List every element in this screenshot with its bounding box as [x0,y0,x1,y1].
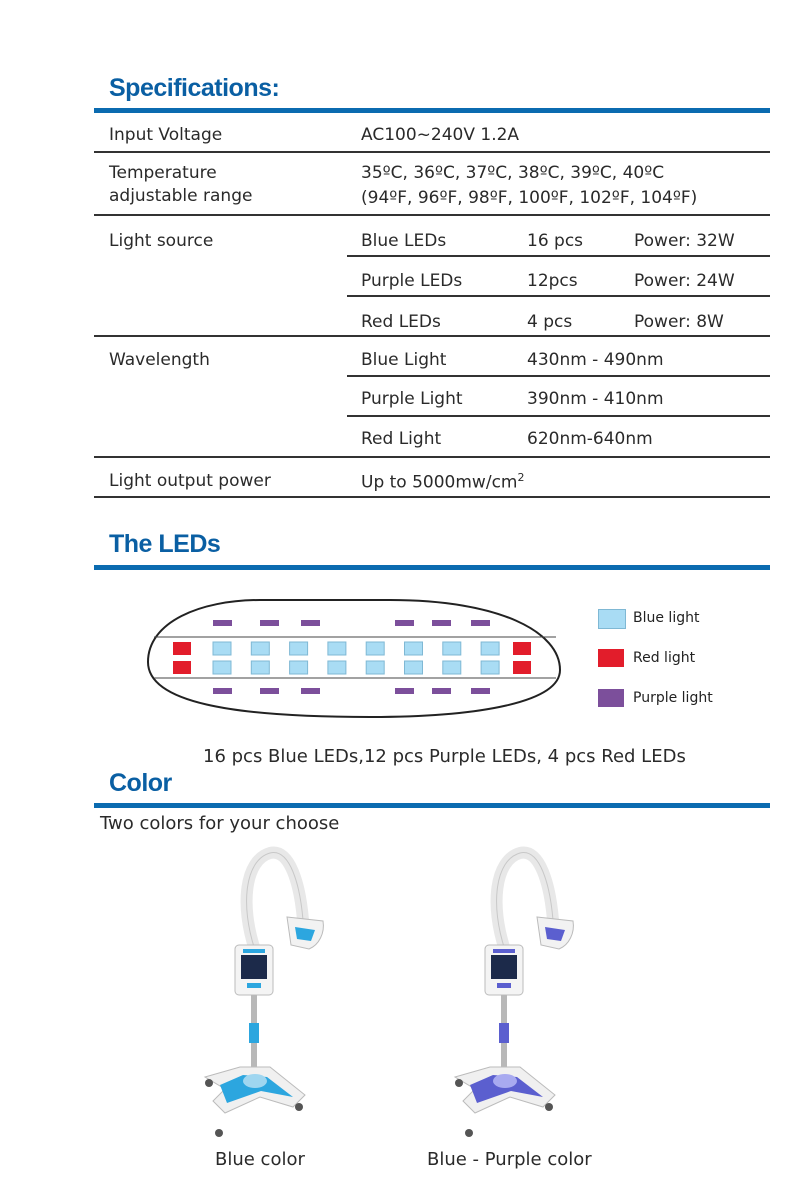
subrow-divider [347,255,770,257]
red-led [513,642,531,655]
purple-led [471,688,490,694]
blue-led [481,642,499,655]
output-power-superscript: 2 [517,471,525,484]
purple-led [260,688,279,694]
blue-led [328,661,346,674]
light-source-label: Light source [109,231,214,251]
blue-color-caption: Blue color [215,1149,305,1170]
subrow-divider [347,415,770,417]
purple-led [471,620,490,626]
red-leds-qty: 4 pcs [527,312,573,332]
leds-heading-bar [94,565,770,570]
purple-led [213,620,232,626]
row-divider [94,151,770,153]
blue-led [443,661,461,674]
purple-led [213,688,232,694]
output-power-number: Up to 5000mw/cm [361,472,518,493]
subrow-divider [347,375,770,377]
purple-leds-power: Power: 24W [634,271,735,291]
blue-led [405,661,423,674]
purple-led [432,688,451,694]
legend-red-swatch [598,649,624,667]
blue-purple-color-caption: Blue - Purple color [427,1149,592,1170]
purple-led [395,620,414,626]
red-led [513,661,531,674]
wavelength-label: Wavelength [109,350,210,370]
blue-led [251,642,269,655]
blue-led [213,661,231,674]
output-power-value [361,471,524,493]
legend-red-label: Red light [633,650,696,666]
output-power-label: Light output power [109,471,271,491]
temperature-celsius-values: 35ºC, 36ºC, 37ºC, 38ºC, 39ºC, 40ºC [361,163,665,183]
purple-led [432,620,451,626]
color-heading: Color [109,769,172,797]
row-divider [94,214,770,216]
purple-leds-name: Purple LEDs [361,271,463,291]
specifications-heading: Specifications: [109,74,280,102]
blue-led [213,642,231,655]
purple-light-name: Purple Light [361,389,463,409]
blue-leds-power: Power: 32W [634,231,735,251]
purple-led [395,688,414,694]
blue-led [366,642,384,655]
legend-blue-label: Blue light [633,610,700,626]
purple-leds-qty: 12pcs [527,271,578,291]
blue-light-range: 430nm - 490nm [527,350,664,370]
purple-led [260,620,279,626]
temperature-label-line2: adjustable range [109,186,253,206]
legend-purple-swatch [598,689,624,707]
input-voltage-value: AC100~240V 1.2A [361,125,520,145]
red-leds-name: Red LEDs [361,312,441,332]
color-heading-bar [94,803,770,808]
blue-led [481,661,499,674]
blue-led [251,661,269,674]
temperature-label-line1: Temperature [109,163,217,183]
blue-led [328,642,346,655]
lamp-blue-image [195,845,335,1145]
purple-led [301,620,320,626]
blue-leds-name: Blue LEDs [361,231,447,251]
temperature-fahrenheit-values: (94ºF, 96ºF, 98ºF, 100ºF, 102ºF, 104ºF) [361,188,698,208]
red-light-name: Red Light [361,429,442,449]
purple-light-range: 390nm - 410nm [527,389,664,409]
red-light-range: 620nm-640nm [527,429,653,449]
spec-heading-bar [94,108,770,113]
led-board-outline [148,600,560,717]
leds-caption: 16 pcs Blue LEDs,12 pcs Purple LEDs, 4 pcs Red LEDs [203,746,686,767]
leds-heading: The LEDs [109,530,221,558]
purple-led [301,688,320,694]
legend-blue-swatch [598,609,626,629]
blue-led [366,661,384,674]
legend-purple-label: Purple light [633,690,713,706]
subrow-divider [347,295,770,297]
color-subtitle: Two colors for your choose [100,813,340,834]
row-divider [94,335,770,337]
red-leds-power: Power: 8W [634,312,724,332]
blue-leds-qty: 16 pcs [527,231,584,251]
blue-light-name: Blue Light [361,350,447,370]
row-divider [94,496,770,498]
row-divider [94,456,770,458]
input-voltage-label: Input Voltage [109,125,223,145]
blue-led [290,642,308,655]
red-led [173,661,191,674]
blue-led [405,642,423,655]
blue-led [290,661,308,674]
led-board-diagram [140,592,570,722]
red-led [173,642,191,655]
lamp-purple-image [445,845,585,1145]
blue-led [443,642,461,655]
